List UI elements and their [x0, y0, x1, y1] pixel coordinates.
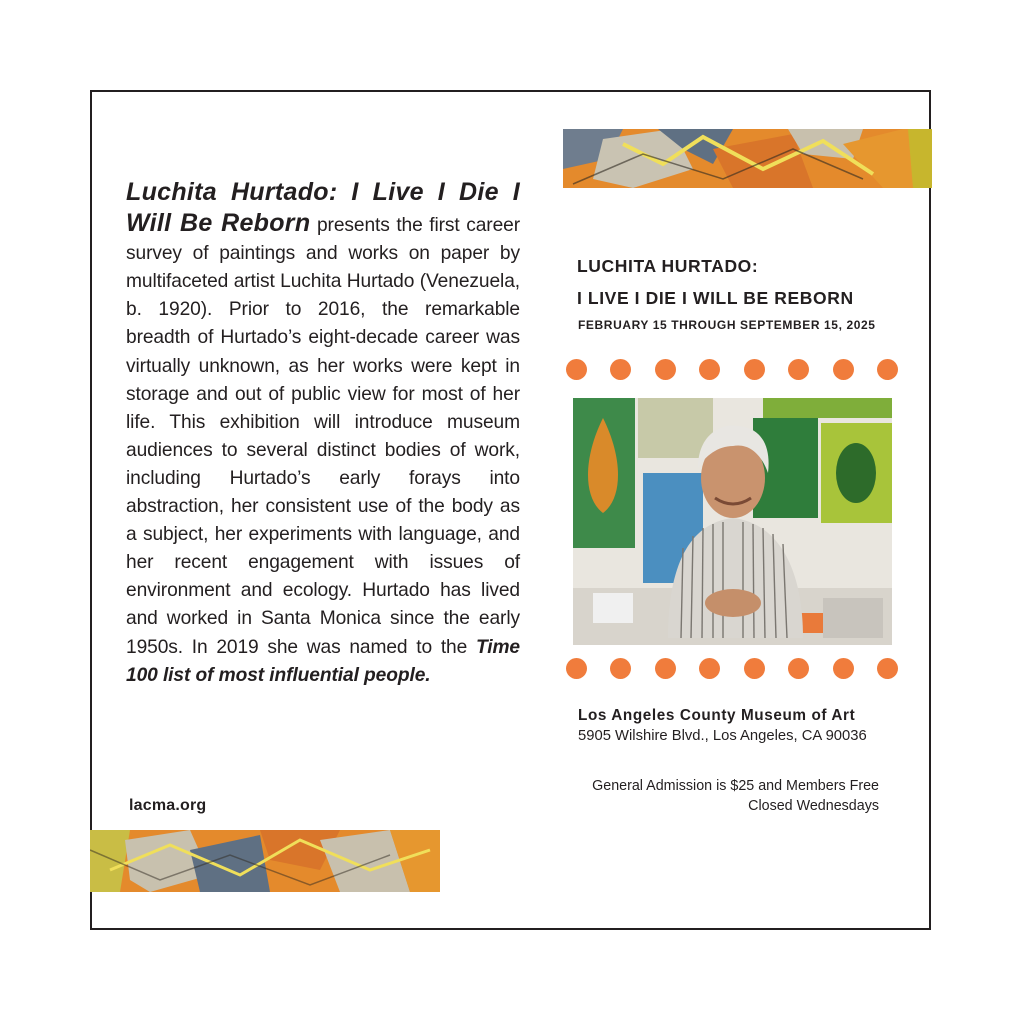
orange-dot	[744, 359, 765, 380]
dot-row-top	[566, 359, 898, 381]
exhibition-dates: FEBRUARY 15 THROUGH SEPTEMBER 15, 2025	[578, 318, 876, 332]
exhibition-title-line1: LUCHITA HURTADO:	[577, 256, 759, 276]
orange-dot	[699, 658, 720, 679]
exhibition-title-line2: I LIVE I DIE I WILL BE REBORN	[577, 288, 854, 308]
painting-strip-bottom	[90, 830, 440, 892]
orange-dot	[610, 359, 631, 380]
admission-price: General Admission is $25 and Members Free	[592, 778, 879, 794]
time-100-mention: Time 100 list of most influential people.	[126, 636, 520, 686]
description-text: presents the first career survey of paintings and works on paper by multifaceted artist Luchita Hurtado (Venezuela, b. 1920). Prior to 2016, the remarkable breadth of Hurtado’s eight-decade career was virtually unknown, as her works were kept in storage and out of public view for most of her life. This exhibition will introduce museum audiences to several distinct bodies of work, including Hurtado’s early forays into abstraction, her consistent use of the body as a subject, her experiments with language, and her recent engagement with issues of environment and ecology. Hurtado has lived and worked in Santa Monica since the early 1950s. In 2019 she was named to the	[126, 215, 520, 658]
orange-dot	[788, 359, 809, 380]
exhibition-title	[577, 250, 854, 314]
orange-dot	[610, 658, 631, 679]
orange-dot	[699, 359, 720, 380]
website-link[interactable]: lacma.org	[129, 797, 207, 814]
orange-dot	[566, 359, 587, 380]
exhibition-title-inline: Luchita Hurtado: I Live I Die I Will Be Reborn	[126, 178, 520, 238]
orange-dot	[744, 658, 765, 679]
painting-strip-top	[563, 129, 932, 188]
orange-dot	[655, 359, 676, 380]
museum-name: Los Angeles County Museum of Art	[578, 707, 856, 724]
exhibition-description	[126, 178, 520, 690]
orange-dot	[566, 658, 587, 679]
orange-dot	[788, 658, 809, 679]
orange-dot	[877, 658, 898, 679]
closed-days: Closed Wednesdays	[748, 798, 879, 814]
orange-dot	[655, 658, 676, 679]
museum-address: 5905 Wilshire Blvd., Los Angeles, CA 90036	[578, 728, 867, 744]
artist-photo	[573, 398, 892, 645]
dot-row-bottom	[566, 658, 898, 680]
admission-info	[592, 776, 879, 816]
orange-dot	[877, 359, 898, 380]
orange-dot	[833, 359, 854, 380]
orange-dot	[833, 658, 854, 679]
